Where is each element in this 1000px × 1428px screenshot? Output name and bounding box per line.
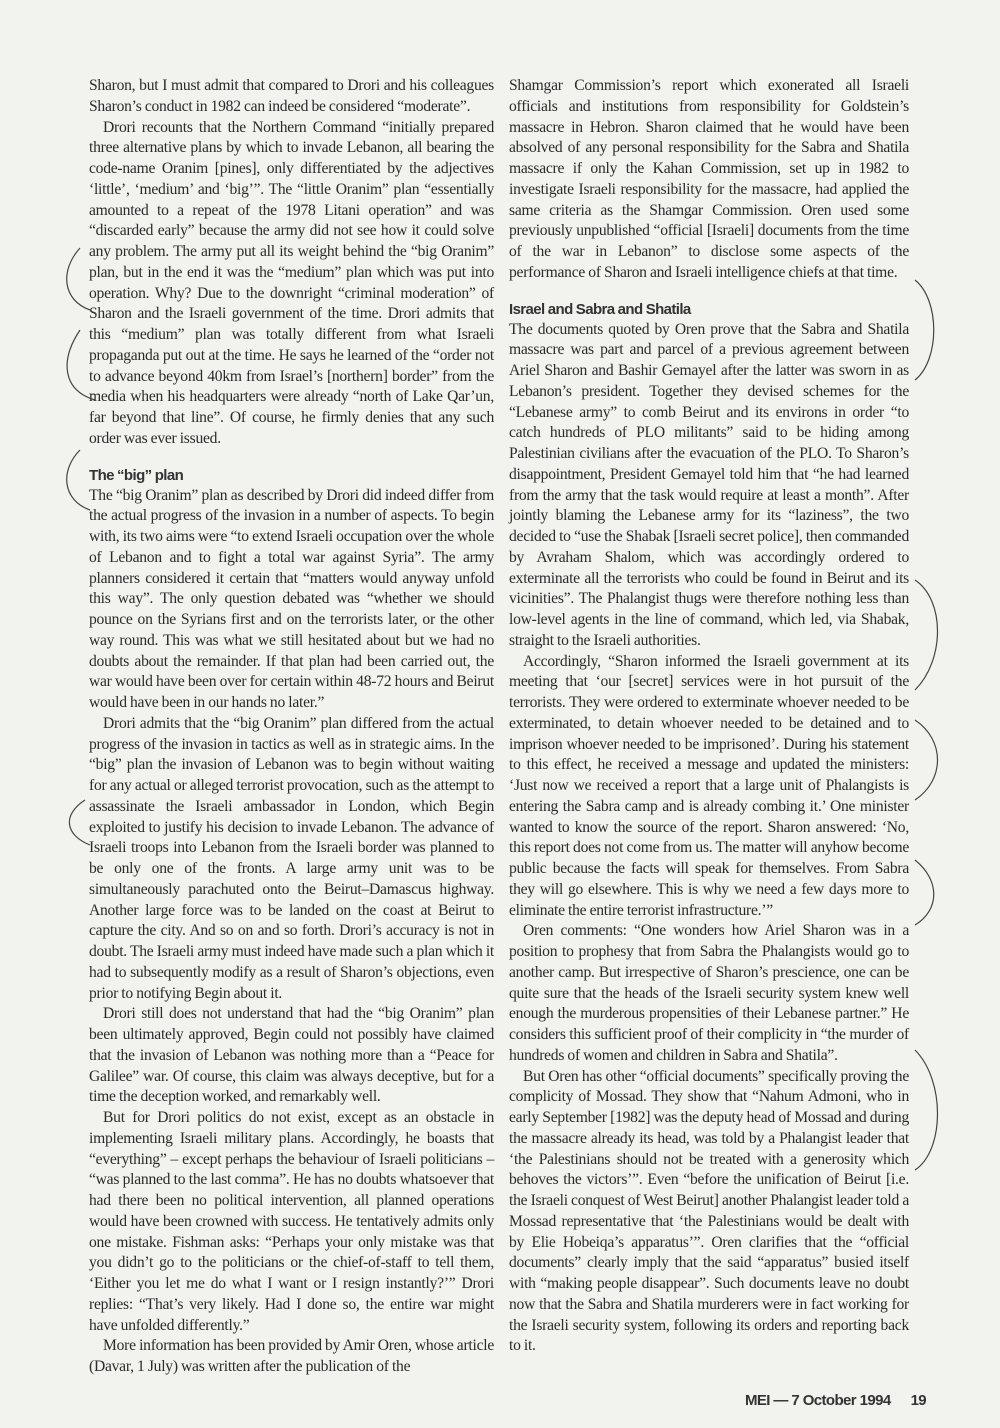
page-footer: [745, 1392, 926, 1409]
paragraph: But Oren has other “official documents” specifically proving the complicity of Mossad. They show that “Nahum Admoni, who in early September [1982] was the deputy head of Mossad and during the massacre already its head, was told by a Phalangist leader that ‘the Palestinians should not be treated with a generosity which behoves the victors’”. Even “before the unification of Beirut [i.e. the Israeli conquest of West Beirut] another Phalangist leader told a Mossad representative that ‘the Palestinians would be dealt with by Elie Hobeiqa’s apparatus’”. Oren clarifies that the “official documents” clearly imply that the said “apparatus” busied itself with “making people disappear”. Such documents leave no doubt now that the Sabra and Shatila murderers were in fact working for the Israeli security system, following its orders and reporting back to it.: [509, 1067, 909, 1355]
paragraph: Accordingly, “Sharon informed the Israeli government at its meeting that ‘our [secret] services were in hot pursuit of the terrorists. They were ordered to exterminate whoever needed to be exterminated, to detain whoever needed to be detained and to imprison whoever needed to be imprisoned’. During his statement to this effect, he received a message and updated the ministers: ‘Just now we received a report that a large unit of Phalangists is entering the Sabra camp and is already combing it.’ One minister wanted to know the source of the report. Sharon answered: ‘No, this report does not come from us. The matter will anyhow become public because the facts will speak for themselves. From Sabra they will go elsewhere. This is why we need a few days more to eliminate the entire terrorist infrastructure.’”: [509, 652, 909, 919]
publication-date: MEI — 7 October 1994: [745, 1392, 891, 1409]
margin-bracket: [915, 720, 938, 800]
paragraph: Drori admits that the “big Oranim” plan differed from the actual progress of the invasion in tactics as well as in strategic aims. In the “big” plan the invasion of Lebanon was to begin without waiting for any actual or alleged terrorist provocation, such as the attempt to assassinate the Israeli ambassador in London, which Begin exploited to justify his decision to invade Lebanon. The advance of Israeli troops into Lebanon from the Israeli border was planned to be only one of the fronts. A large army unit was to be simultaneously parachuted onto the Beirut–Damascus highway. Another large force was to be landed on the coast at Beirut to capture the city. And so on and so forth. Drori’s accuracy is not in doubt. The Israeli army must indeed have made such a plan which it had to subsequently modify as a result of Sharon’s objections, even prior to notifying Begin about it.: [89, 714, 494, 1002]
paragraph: The “big Oranim” plan as described by Drori did indeed differ from the actual progress of the invasion in a number of aspects. To begin with, its two aims were “to extend Israeli occupation over the whole of Lebanon and to fight a total war against Syria”. The army planners considered it certain that “matters would anyway unfold this way”. The only question debated was “whether we should pounce on the Syrians first and on the terrorists later, or the other way round. This was what we still hesitated about but we had no doubts about the remainder. If that plan had been carried out, the war would have been over for certain within 48-72 hours and Beirut would have been in our hands no later.”: [89, 486, 494, 711]
left-column: [89, 76, 494, 1378]
margin-bracket: [915, 580, 938, 690]
margin-bracket: [915, 860, 934, 925]
section-heading: Israel and Sabra and Shatila: [509, 300, 691, 318]
margin-bracket: [67, 248, 90, 310]
section-heading: The “big” plan: [89, 466, 184, 484]
margin-bracket: [69, 800, 90, 845]
right-column: [509, 76, 909, 1357]
paragraph: Oren comments: “One wonders how Ariel Sharon was in a position to prophesy that from Sabra the Phalangists would go to another camp. But irrespective of Sharon’s prescience, one can be quite sure that the heads of the Israeli security system knew well enough the murderous propensities of their Lebanese partner.” He considers this sufficient proof of their complicity in “the murder of hundreds of women and children in Sabra and Shatila”.: [509, 922, 909, 1064]
page-number: 19: [910, 1392, 927, 1409]
paragraph: Drori still does not understand that had the “big Oranim” plan been ultimately approved, Begin could not possibly have claimed that the invasion of Lebanon was nothing more than a “Peace for Galilee” war. Of course, this claim was always deceptive, but for a time the deception worked, and remarkably well.: [89, 1005, 494, 1106]
paragraph: Drori recounts that the Northern Command “initially prepared three alternative plans by which to invade Lebanon, all bearing the code-name Oranim [pines], only differentiated by the adjectives ‘little’, ‘medium’ and ‘big’”. The “little Oranim” plan “essentially amounted to a repeat of the 1978 Litani operation” and was “discarded early” because the army did not see how it could solve any problem. The army put all its weight behind the “big Oranim” plan, but in the end it was the “medium” plan which was put into operation. Why? Due to the downright “criminal moderation” of Sharon and the Israeli government of the time. Drori admits that this “medium” plan was totally different from what Israeli propaganda put out at the time. He says he learned of the “order not to advance beyond 40km from Israel’s [northern] border” from the media when his headquarters were already “north of Lake Qar’un, far beyond that line”. Of course, he firmly denies that any such order was ever issued.: [89, 118, 494, 447]
paragraph: Shamgar Commission’s report which exonerated all Israeli officials and institutions from responsibility for Goldstein’s massacre in Hebron. Sharon claimed that he would have been absolved of any personal responsibility for the Sabra and Shatila massacre if only the Kahan Commission, set up in 1982 to investigate Israeli responsibility for the massacre, had applied the same criteria as the Shamgar Commission. Oren used some previously unpublished “official [Israeli] documents from the time of the war in Lebanon” to disclose some aspects of the performance of Sharon and Israeli intelligence chiefs at that time.: [509, 77, 909, 281]
paragraph: The documents quoted by Oren prove that the Sabra and Shatila massacre was part and parcel of a previous agreement between Ariel Sharon and Bashir Gemayel after the latter was sworn in as Lebanon’s president. Together they devised schemes for the “Lebanese army” to comb Beirut and its environs in order “to catch hundreds of PLO militants” said to be hiding among Palestinian civilians after the evacuation of the PLO. To Sharon’s disappointment, President Gemayel told him that “he had learned from the army that the task would require at least a month”. After jointly blaming the Lebanese army for its “laziness”, the two decided to “use the Shabak [Israeli secret police], then commanded by Avraham Shalom, which was accordingly ordered to exterminate all the terrorists who could be found in Beirut and its vicinities”. The Phalangist thugs were therefore nothing less than low-level agents in the line of command, which led, via Shabak, straight to the Israeli authorities.: [509, 320, 909, 649]
paragraph: Sharon, but I must admit that compared to Drori and his colleagues Sharon’s conduct in 1982 can indeed be considered “moderate”.: [89, 77, 494, 115]
margin-bracket: [915, 1050, 938, 1170]
margin-bracket: [67, 450, 90, 510]
paragraph: But for Drori politics do not exist, except as an obstacle in implementing Israeli military plans. Accordingly, he boasts that “everything” – except perhaps the behaviour of Israeli politicians – “was planned to the last comma”. He has no doubts whatsoever that had there been no political intervention, all planned operations would have been crowned with success. He tentatively admits only one mistake. Fishman asks: “Perhaps your only mistake was that you didn’t go to the politicians or the chief-of-staff to tell them, ‘Either you let me do what I want or I resign instantly?’” Drori replies: “That’s very likely. Had I done so, the entire war might have unfolded differently.”: [89, 1109, 494, 1334]
paragraph: More information has been provided by Amir Oren, whose article (Davar, 1 July) was written after the publication of the: [89, 1337, 494, 1375]
margin-bracket: [915, 280, 934, 380]
